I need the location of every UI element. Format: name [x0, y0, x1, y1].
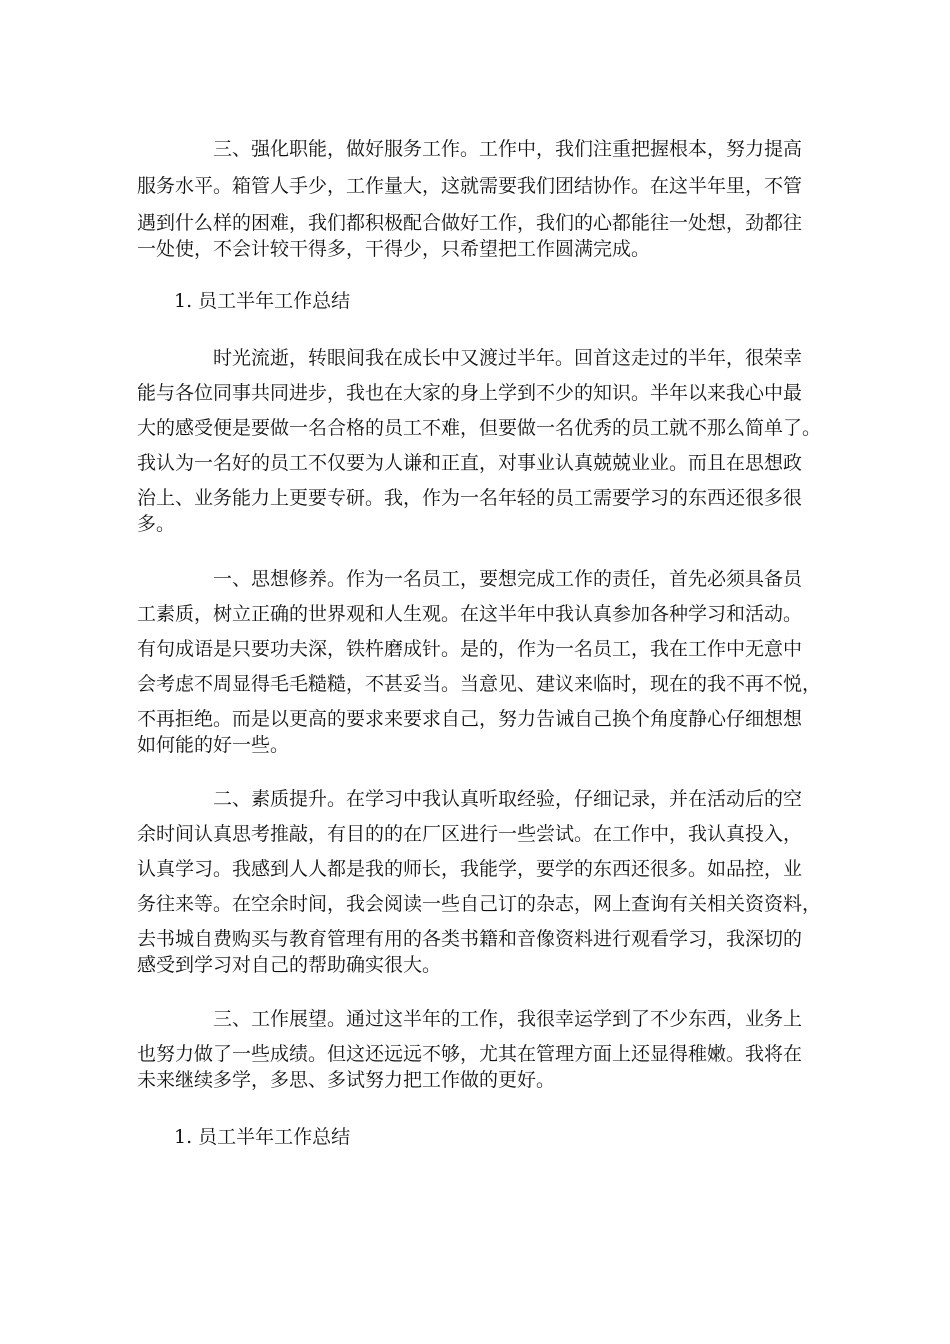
paragraph-1-line-2: 服务水平。箱管人手少，工作量大，这就需要我们团结协作。在这半年里，不管: [137, 175, 803, 197]
paragraph-4-line-2: 余时间认真思考推敲，有目的的在厂区进行一些尝试。在工作中，我认真投入，: [137, 823, 803, 845]
paragraph-1-line-4: 一处使，不会计较干得多，干得少，只希望把工作圆满完成。: [137, 238, 651, 260]
paragraph-1-line-3: 遇到什么样的困难，我们都积极配合做好工作，我们的心都能往一处想，劲都往: [137, 212, 803, 234]
paragraph-2-line-3: 大的感受便是要做一名合格的员工不难，但要做一名优秀的员工就不那么简单了。: [137, 417, 822, 439]
paragraph-3-line-6: 如何能的好一些。: [137, 734, 290, 756]
section-heading-1: 1. 员工半年工作总结: [174, 290, 351, 312]
paragraph-3-line-5: 不再拒绝。而是以更高的要求来要求自己，努力告诫自己换个角度静心仔细想想: [137, 708, 803, 730]
section-heading-2: 1. 员工半年工作总结: [174, 1126, 351, 1148]
paragraph-3-line-3: 有句成语是只要功夫深，铁杵磨成针。是的，作为一名员工，我在工作中无意中: [137, 638, 803, 660]
paragraph-1-line-1: 三、强化职能，做好服务工作。工作中，我们注重把握根本，努力提高: [213, 138, 803, 160]
paragraph-2-line-1: 时光流逝，转眼间我在成长中又渡过半年。回首这走过的半年，很荣幸: [213, 347, 803, 369]
paragraph-2-line-6: 多。: [137, 513, 176, 535]
paragraph-3-line-4: 会考虑不周显得毛毛糙糙，不甚妥当。当意见、建议来临时，现在的我不再不悦，: [137, 673, 822, 695]
paragraph-4-line-5: 去书城自费购买与教育管理有用的各类书籍和音像资料进行观看学习，我深切的: [137, 928, 803, 950]
paragraph-5-line-1: 三、工作展望。通过这半年的工作，我很幸运学到了不少东西，业务上: [213, 1008, 803, 1030]
paragraph-5-line-2: 也努力做了一些成绩。但这还远远不够，尤其在管理方面上还显得稚嫩。我将在: [137, 1043, 803, 1065]
paragraph-4-line-1: 二、素质提升。在学习中我认真听取经验，仔细记录，并在活动后的空: [213, 788, 803, 810]
paragraph-3-line-1: 一、思想修养。作为一名员工，要想完成工作的责任，首先必须具备员: [213, 568, 803, 590]
paragraph-4-line-3: 认真学习。我感到人人都是我的师长，我能学，要学的东西还很多。如品控，业: [137, 858, 803, 880]
paragraph-5-line-3: 未来继续多学，多思、多试努力把工作做的更好。: [137, 1069, 556, 1091]
paragraph-2-line-5: 治上、业务能力上更要专研。我，作为一名年轻的员工需要学习的东西还很多很: [137, 487, 803, 509]
paragraph-4-line-4: 务往来等。在空余时间，我会阅读一些自己订的杂志，网上查询有关相关资资料，: [137, 893, 822, 915]
paragraph-4-line-6: 感受到学习对自己的帮助确实很大。: [137, 954, 442, 976]
paragraph-3-line-2: 工素质，树立正确的世界观和人生观。在这半年中我认真参加各种学习和活动。: [137, 603, 803, 625]
paragraph-2-line-4: 我认为一名好的员工不仅要为人谦和正直，对事业认真兢兢业业。而且在思想政: [137, 452, 803, 474]
paragraph-2-line-2: 能与各位同事共同进步，我也在大家的身上学到不少的知识。半年以来我心中最: [137, 382, 803, 404]
